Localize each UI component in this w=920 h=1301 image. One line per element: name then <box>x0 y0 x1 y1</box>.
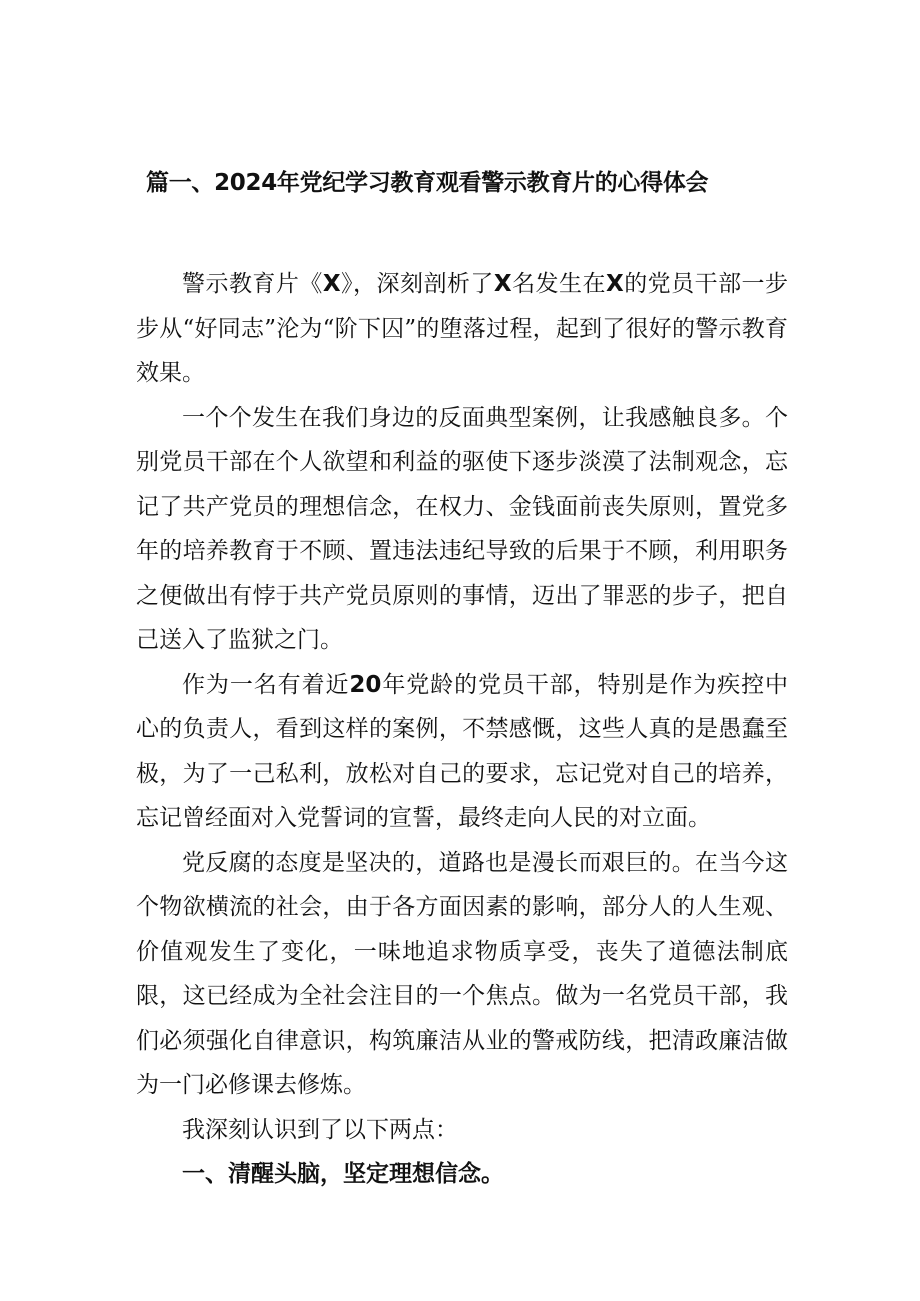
paragraph-3-part-c: 年党龄的党员干部，特别是作为疾控中心的负责人，看到这样的案例，不禁感慨，这些人真的是愚蠢至极，为了一己私利，放松对自己的要求，忘记党对自己的培养，忘记曾经面对入党誓词的宣誓，最终走向人民的对立面。 <box>136 671 789 831</box>
paragraph-1-part-c: 》，深刻剖析了 <box>340 271 494 297</box>
document-title: 篇一、2024年党纪学习教育观看警示教育片的心得体会 <box>146 170 709 196</box>
paragraph-1-part-a: 警示教育片《 <box>182 271 323 297</box>
paragraph-1 <box>136 262 788 396</box>
placeholder-x-count: X <box>493 271 512 297</box>
placeholder-x-film: X <box>322 271 341 297</box>
paragraph-4: 党反腐的态度是坚决的，道路也是漫长而艰巨的。在当今这个物欲横流的社会，由于各方面因素的影响，部分人的人生观、价值观发生了变化，一味地追求物质享受，丧失了道德法制底限，这已经成为全社会注目的一个焦点。做为一名党员干部，我们必须强化自律意识，构筑廉洁从业的警戒防线，把清政廉洁做为一门必修课去修炼。 <box>136 849 788 1098</box>
paragraph-5: 我深刻认识到了以下两点： <box>182 1116 458 1143</box>
paragraph-2: 一个个发生在我们身边的反面典型案例，让我感触良多。个别党员干部在个人欲望和利益的驱使下逐步淡漠了法制观念，忘记了共产党员的理想信念，在权力、金钱面前丧失原则，置党多年的培养教育于不顾、置违法违纪导致的后果于不顾，利用职务之便做出有悖于共产党员原则的事情，迈出了罪恶的步子，把自己送入了监狱之门。 <box>136 404 788 653</box>
party-years-number: 20 <box>349 671 382 698</box>
paragraph-3 <box>136 663 788 841</box>
document-body <box>136 262 788 1197</box>
placeholder-x-place: X <box>605 271 624 297</box>
paragraph-3-part-a: 作为一名有着近 <box>182 671 350 698</box>
paragraph-1-part-e: 名发生在 <box>511 271 606 297</box>
section-heading-1: 一、清醒头脑，坚定理想信念。 <box>182 1161 504 1187</box>
paragraph-1-part-g: 的党员干部一步步从“好同志”沦为“阶下囚”的堕落过程，起到了很好的警示教育效果。 <box>136 271 789 386</box>
